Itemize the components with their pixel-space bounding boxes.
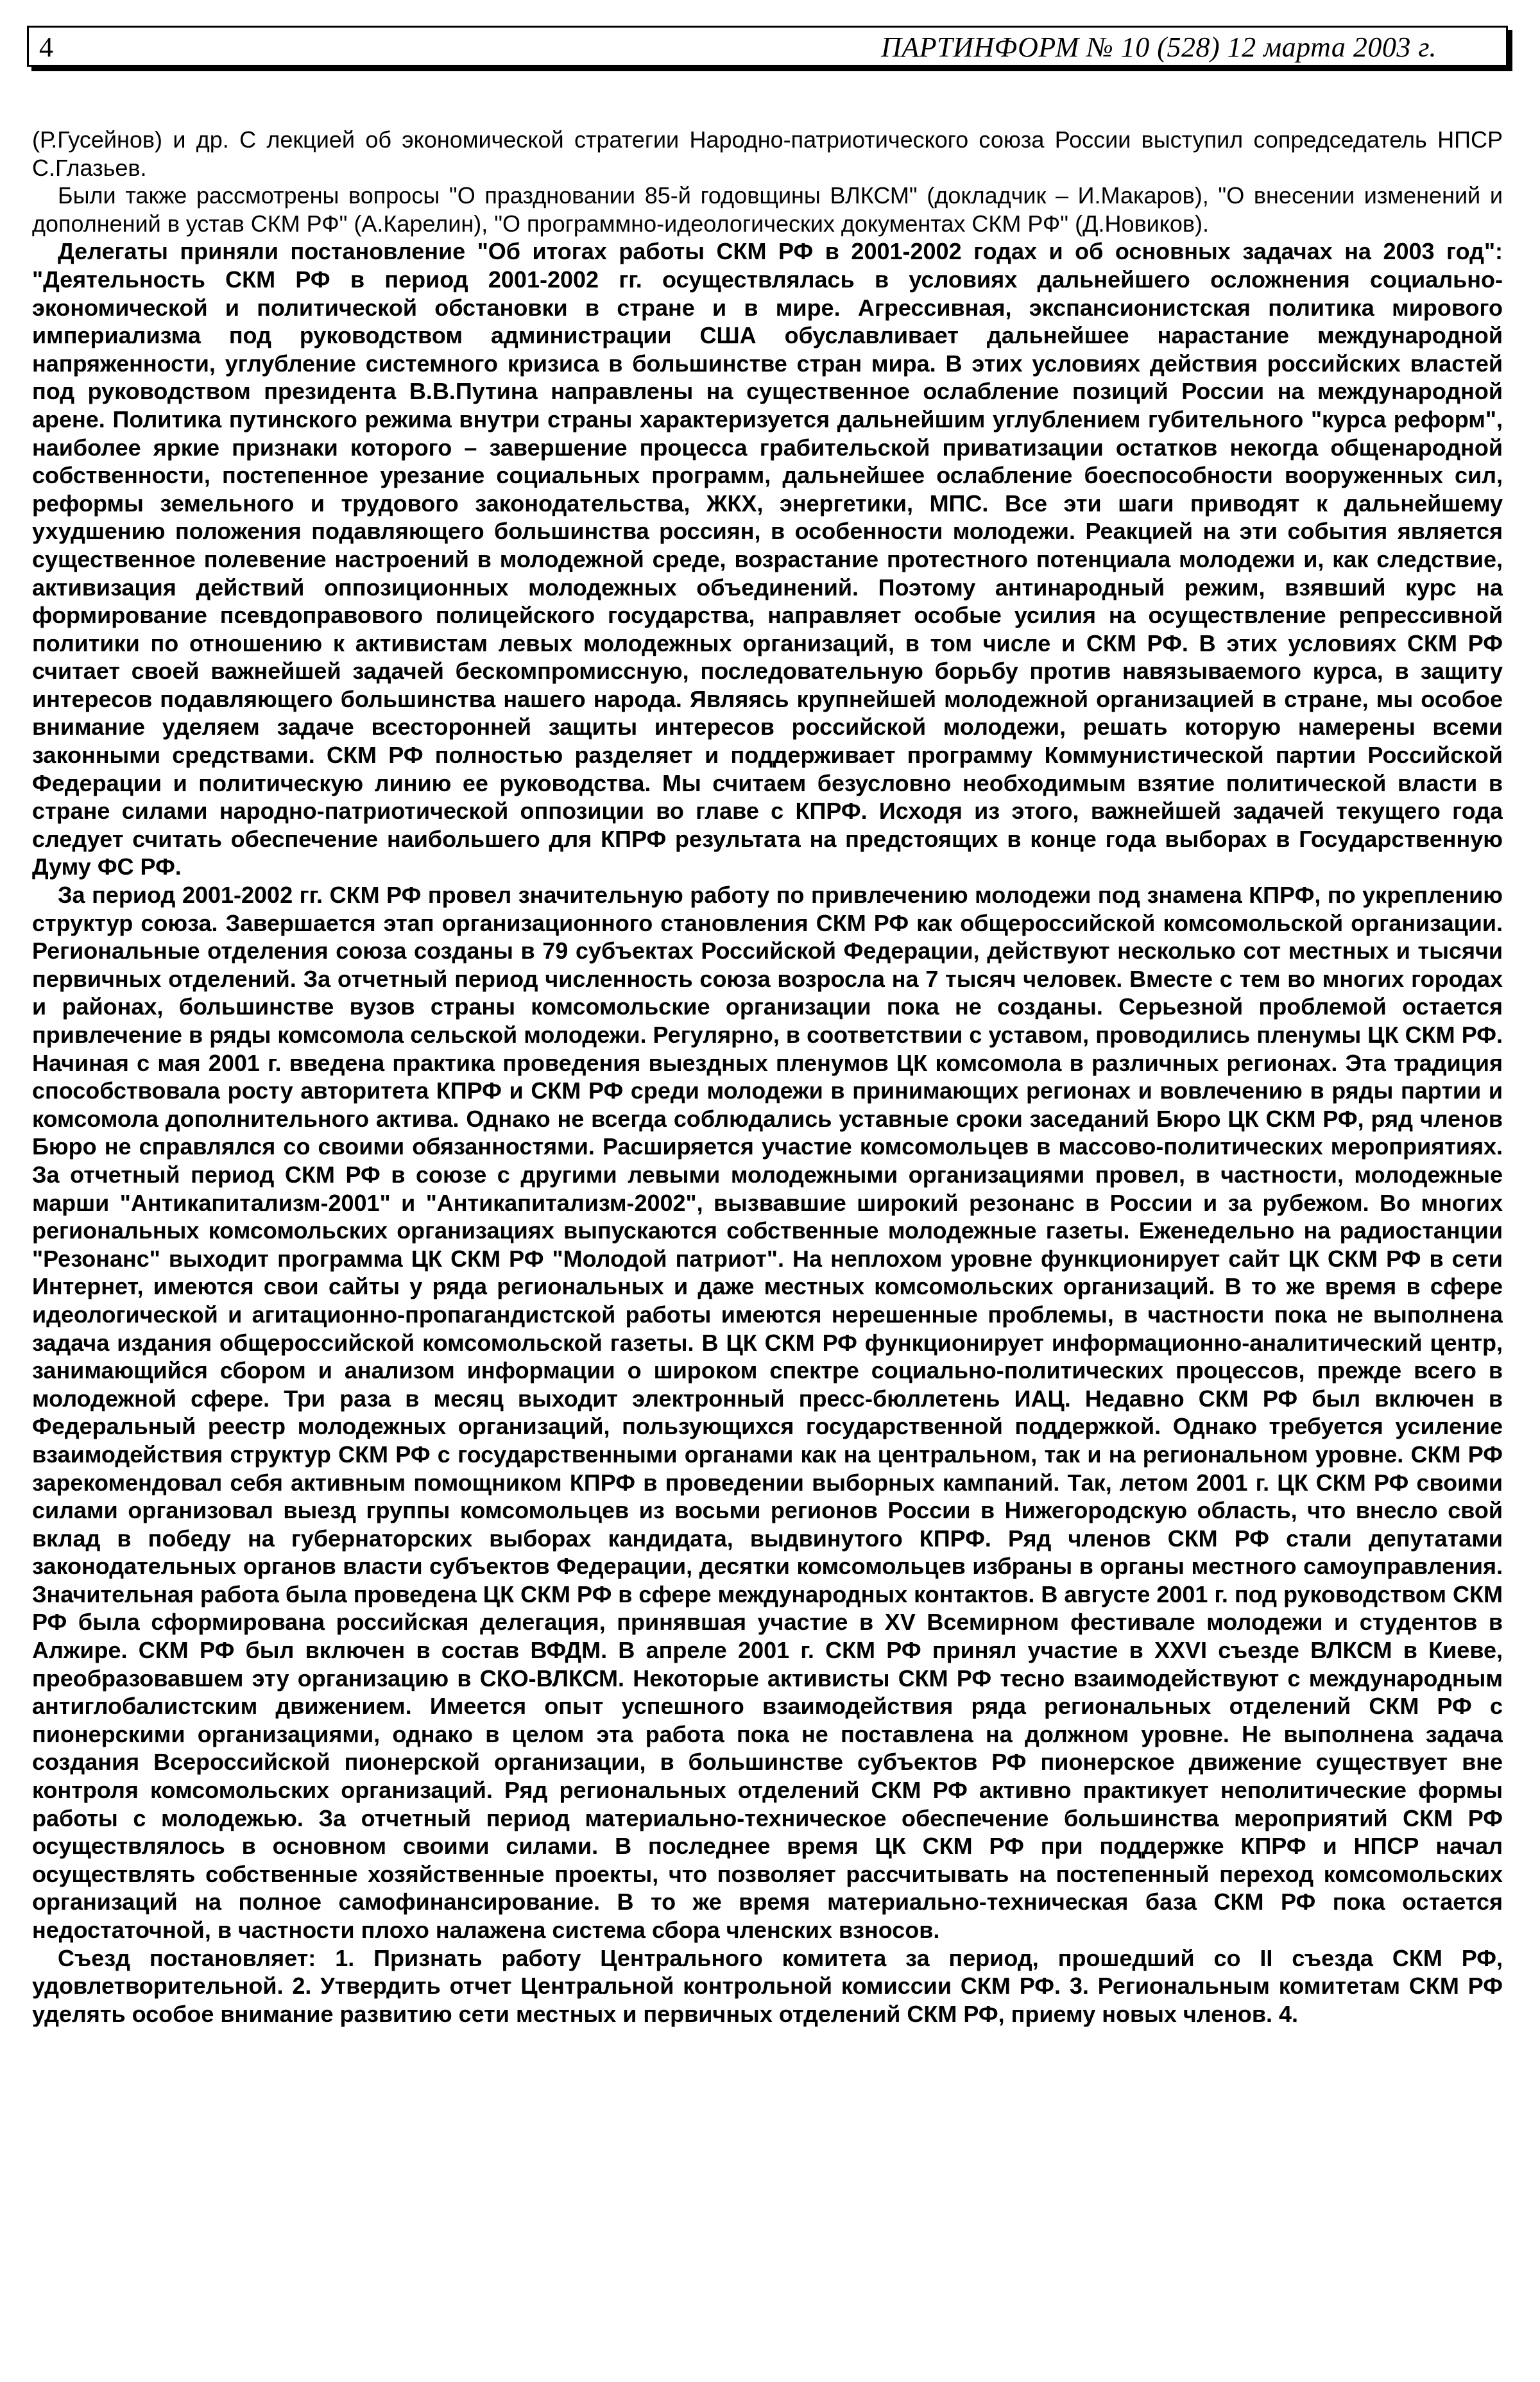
article-paragraph-1: (Р.Гусейнов) и др. С лекцией об экономической стратегии Народно-патриотического союза России выступил сопредседатель НПСР С.Глазьев. — [32, 126, 1503, 181]
article-body — [32, 126, 1503, 2365]
issue-title: ПАРТИНФОРМ № 10 (528) 12 марта 2003 г. — [881, 31, 1437, 63]
congress-decision-paragraph: Съезд постановляет: 1. Признать работу Центрального комитета за период, прошедший со II съезда СКМ РФ, удовлетворительной. 2. Утвердить отчет Центральной контрольной комиссии СКМ РФ. 3. Региональным комитетам СКМ РФ уделять особое внимание развитию сети местных и первичных отделений СКМ РФ, приему новых членов. 4. — [32, 1944, 1503, 2027]
resolution-paragraph: Делегаты приняли постановление "Об итогах работы СКМ РФ в 2001-2002 годах и об основных задачах на 2003 год": "Деятельность СКМ РФ в период 2001-2002 гг. осуществлялась в условиях дальнейшего осложнения социально-экономической и политической обстановки в стране и в мире. Агрессивная, экспансионистская политика мирового империализма под руководством администрации США обуславливает дальнейшее нарастание международной напряженности, углубление системного кризиса в большинстве стран мира. В этих условиях действия российских властей под руководством президента В.В.Путина направлены на существенное ослабление позиций России на международной арене. Политика путинского режима внутри страны характеризуется дальнейшим углублением губительного "курса реформ", наиболее яркие признаки которого – завершение процесса грабительской приватизации остатков некогда общенародной собственности, постепенное урезание социальных программ, дальнейшее ослабление боеспособности вооруженных сил, реформы земельного и трудового законодательства, ЖКХ, энергетики, МПС. Все эти шаги приводят к дальнейшему ухудшению положения подавляющего большинства россиян, в особенности молодежи. Реакцией на эти события является существенное полевение настроений в молодежной среде, возрастание протестного потенциала молодежи и, как следствие, активизация действий оппозиционных молодежных объединений. Поэтому антинародный режим, взявший курс на формирование псевдоправового полицейского государства, направляет особые усилия на осуществление репрессивной политики по отношению к активистам левых молодежных организаций, в том числе и СКМ РФ. В этих условиях СКМ РФ считает своей важнейшей задачей бескомпромиссную, последовательную борьбу против навязываемого курса, в защиту интересов подавляющего большинства нашего народа. Являясь крупнейшей молодежной организацией в стране, мы особое внимание уделяем задаче всесторонней защиты интересов российской молодежи, решать которую намерены всеми законными средствами. СКМ РФ полностью разделяет и поддерживает программу Коммунистической партии Российской Федерации и политическую линию ее руководства. Мы считаем безусловно необходимым взятие политической власти в стране силами народно-патриотической оппозиции во главе с КПРФ. Исходя из этого, важнейшей задачей текущего года следует считать обеспечение наибольшего для КПРФ результата на предстоящих в конце года выборах в Государственную Думу ФС РФ. — [32, 238, 1503, 880]
article-paragraph-2: Были также рассмотрены вопросы "О праздновании 85-й годовщины ВЛКСМ" (докладчик – И.Макаров), "О внесении изменений и дополнений в устав СКМ РФ" (А.Карелин), "О программно-идеологических документах СКМ РФ" (Д.Новиков). — [32, 182, 1503, 237]
work-report-paragraph: За период 2001-2002 гг. СКМ РФ провел значительную работу по привлечению молодежи под знамена КПРФ, по укреплению структур союза. Завершается этап организационного становления СКМ РФ как общероссийской комсомольской организации. Региональные отделения союза созданы в 79 субъектах Российской Федерации, действуют несколько сот местных и тысячи первичных отделений. За отчетный период численность союза возросла на 7 тысяч человек. Вместе с тем во многих городах и районах, большинстве вузов страны комсомольские организации пока не созданы. Серьезной проблемой остается привлечение в ряды комсомола сельской молодежи. Регулярно, в соответствии с уставом, проводились пленумы ЦК СКМ РФ. Начиная с мая 2001 г. введена практика проведения выездных пленумов ЦК комсомола в различных регионах. Эта традиция способствовала росту авторитета КПРФ и СКМ РФ среди молодежи в принимающих регионах и вовлечению в ряды партии и комсомола дополнительного актива. Однако не всегда соблюдались уставные сроки заседаний Бюро ЦК СКМ РФ, ряд членов Бюро не справлялся со своими обязанностями. Расширяется участие комсомольцев в массово-политических мероприятиях. За отчетный период СКМ РФ в союзе с другими левыми молодежными организациями провел, в частности, молодежные марши "Антикапитализм-2001" и "Антикапитализм-2002", вызвавшие широкий резонанс в России и за рубежом. Во многих региональных комсомольских организациях выпускаются собственные молодежные газеты. Еженедельно на радиостанции "Резонанс" выходит программа ЦК СКМ РФ "Молодой патриот". На неплохом уровне функционирует сайт ЦК СКМ РФ в сети Интернет, имеются свои сайты у ряда региональных и даже местных комсомольских организаций. В то же время в сфере идеологической и агитационно-пропагандистской работы имеются нерешенные проблемы, в частности пока не выполнена задача издания общероссийской комсомольской газеты. В ЦК СКМ РФ функционирует информационно-аналитический центр, занимающийся сбором и анализом информации о широком спектре социально-политических процессов, прежде всего в молодежной сфере. Три раза в месяц выходит электронный пресс-бюллетень ИАЦ. Недавно СКМ РФ был включен в Федеральный реестр молодежных организаций, пользующихся государственной поддержкой. Однако требуется усиление взаимодействия структур СКМ РФ с государственными органами как на центральном, так и на региональном уровне. СКМ РФ зарекомендовал себя активным помощником КПРФ в проведении выборных кампаний. Так, летом 2001 г. ЦК СКМ РФ своими силами организовал выезд группы комсомольцев из восьми регионов России в Нижегородскую область, что внесло свой вклад в победу на губернаторских выборах кандидата, выдвинутого КПРФ. Ряд членов СКМ РФ стали депутатами законодательных органов власти субъектов Федерации, десятки комсомольцев избраны в органы местного самоуправления. Значительная работа была проведена ЦК СКМ РФ в сфере международных контактов. В августе 2001 г. под руководством СКМ РФ была сформирована российская делегация, принявшая участие в XV Всемирном фестивале молодежи и студентов в Алжире. СКМ РФ был включен в состав ВФДМ. В апреле 2001 г. СКМ РФ принял участие в XXVI съезде ВЛКСМ в Киеве, преобразовавшем эту организацию в СКО-ВЛКСМ. Некоторые активисты СКМ РФ тесно взаимодействуют с международным антиглобалистским движением. Имеется опыт успешного взаимодействия ряда региональных отделений СКМ РФ с пионерскими организациями, однако в целом эта работа пока не поставлена на должном уровне. Не выполнена задача создания Всероссийской пионерской организации, в большинстве субъектов РФ пионерское движение существует вне контроля комсомольских организаций. Ряд региональных отделений СКМ РФ активно практикует неполитические формы работы с молодежью. За отчетный период материально-техническое обеспечение большинства мероприятий СКМ РФ осуществлялось в основном своими силами. В последнее время ЦК СКМ РФ при поддержке КПРФ и НПСР начал осуществлять собственные хозяйственные проекты, что позволяет рассчитывать на постепенный переход комсомольских организаций на полное самофинансирование. В то же время материально-техническая база СКМ РФ пока остается недостаточной, в частности плохо налажена система сбора членских взносов. — [32, 882, 1503, 1943]
page-header — [27, 26, 1508, 67]
page-number: 4 — [39, 31, 53, 63]
